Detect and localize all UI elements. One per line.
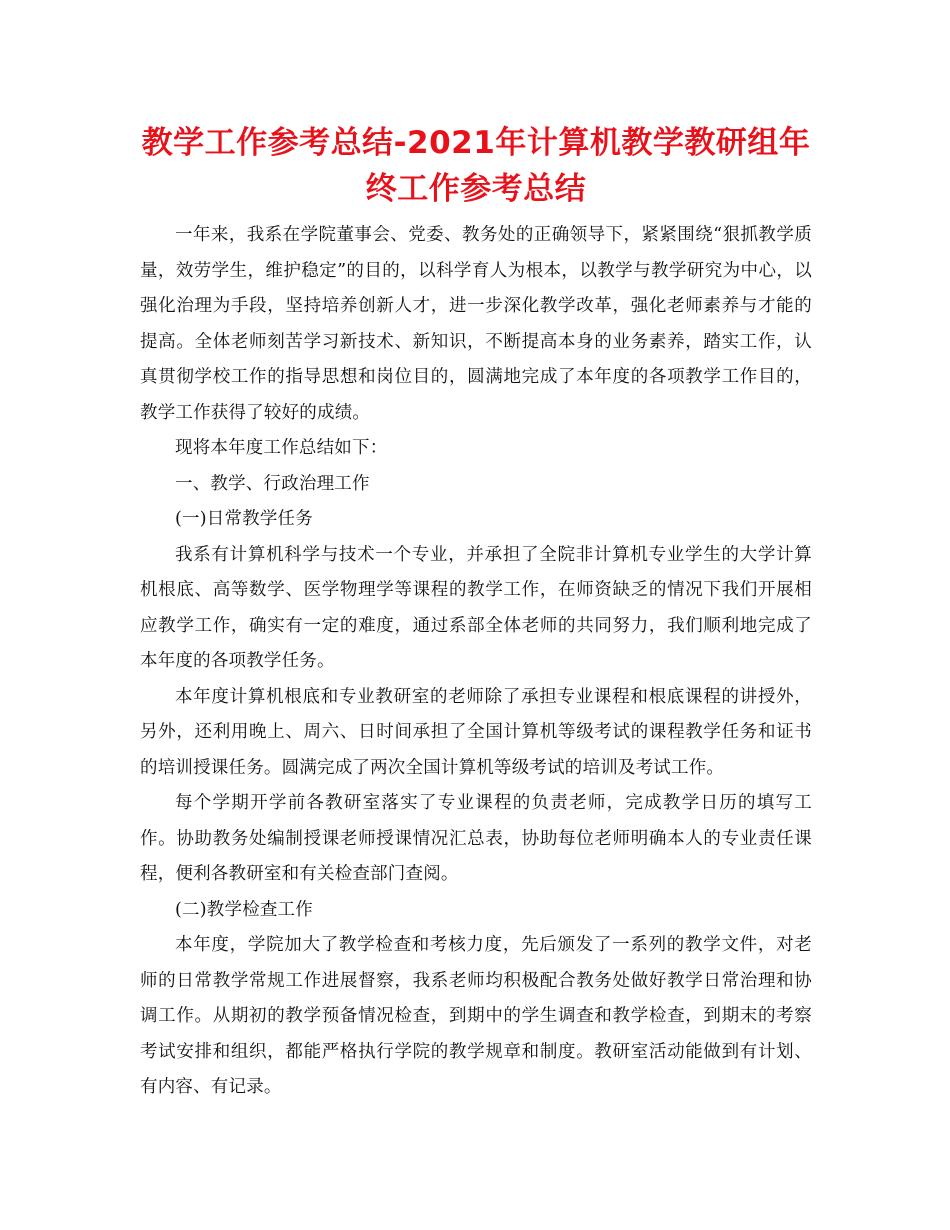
inspection-paragraph: 本年度，学院加大了教学检查和考核力度，先后颁发了一系列的教学文件，对老师的日常教学常规工作进展督察，我系老师均积极配合教务处做好教学日常治理和协调工作。从期初的教学预备情况检查，到期中的学生调查和教学检查，到期末的考察考试安排和组织，都能严格执行学院的教学规章和制度。教研室活动能做到有计划、有内容、有记录。 [140, 935, 812, 1097]
summary-intro: 现将本年度工作总结如下： [175, 438, 388, 458]
document-title [140, 120, 812, 212]
document-body [140, 218, 812, 1106]
document-page [140, 120, 812, 1106]
semester-prep-paragraph: 每个学期开学前各教研室落实了专业课程的负责老师，完成教学日历的填写工作。协助教务处编制授课老师授课情况汇总表，协助每位老师明确本人的专业责任课程，便利各教研室和有关检查部门查阅。 [140, 793, 812, 884]
daily-tasks-paragraph: 我系有计算机科学与技术一个专业，并承担了全院非计算机专业学生的大学计算机根底、高等数学、医学物理学等课程的教学工作，在师资缺乏的情况下我们开展相应教学工作，确实有一定的难度，通过系部全体老师的共同努力，我们顺利地完成了本年度的各项教学任务。 [140, 544, 812, 671]
title-line-1: 教学工作参考总结-2021年计算机教学教研组年 [141, 125, 811, 161]
intro-paragraph: 一年来，我系在学院董事会、党委、教务处的正确领导下，紧紧围绕“狠抓教学质量，效劳学生，维护稳定”的目的，以科学育人为根本，以教学与教学研究为中心，以强化治理为手段，坚持培养创新人才，进一步深化教学改革，强化老师素养与才能的提高。全体老师刻苦学习新技术、新知识，不断提高本身的业务素养，踏实工作，认真贯彻学校工作的指导思想和岗位目的，圆满地完成了本年度的各项教学工作目的，教学工作获得了较好的成绩。 [140, 225, 812, 423]
exam-training-paragraph: 本年度计算机根底和专业教研室的老师除了承担专业课程和根底课程的讲授外，另外，还利用晚上、周六、日时间承担了全国计算机等级考试的课程教学任务和证书的培训授课任务。圆满完成了两次全国计算机等级考试的培训及考试工作。 [140, 686, 812, 778]
title-line-2: 终工作参考总结 [365, 171, 587, 207]
subsection-heading-daily-tasks: (一)日常教学任务 [175, 509, 313, 529]
subsection-heading-inspection: (二)教学检查工作 [175, 899, 313, 920]
section-heading-teaching-admin: 一、教学、行政治理工作 [175, 473, 370, 494]
